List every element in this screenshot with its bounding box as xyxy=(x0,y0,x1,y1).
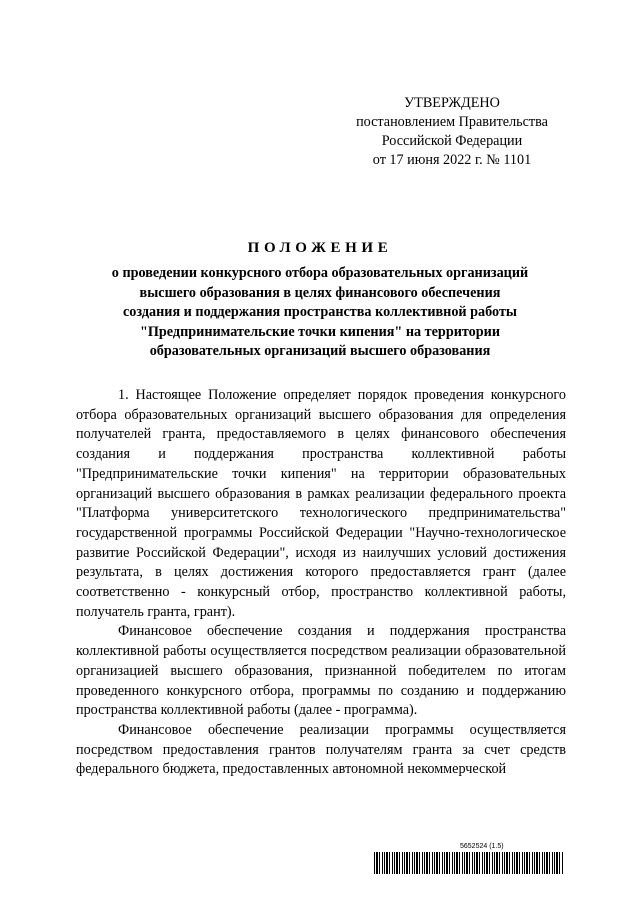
approval-block xyxy=(330,94,574,170)
subtitle-line-5: образовательных организаций высшего образования xyxy=(149,343,491,359)
subtitle-line-1: о проведении конкурсного отбора образовательных организаций xyxy=(111,265,529,281)
paragraph-2: Финансовое обеспечение создания и поддержания пространства коллективной работы осуществляется посредством реализации образовательной организацией высшего образования, признанной победителем по итогам проведенного конкурсного отбора, программы по созданию и поддержанию пространства коллективной работы (далее - программа). xyxy=(76,623,566,719)
document-title: ПОЛОЖЕНИЕ xyxy=(247,240,393,256)
approval-line-2: Российской Федерации xyxy=(381,133,523,149)
paragraph-1: 1. Настоящее Положение определяет порядок проведения конкурсного отбора образовательных организаций высшего образования для определения получателей гранта, предоставляемого в целях финансового обеспечения создания и поддержания пространства коллективной работы "Предпринимательские точки кипения" на территории образовательных организаций высшего образования в рамках реализации федерального проекта "Платформа университетского технологического предпринимательства" государственной программы Российской Федерации "Научно-технологическое развитие Российской Федерации", исходя из наилучших условий достижения результата, в целях достижения которого предоставляется грант (далее соответственно - конкурсный отбор, пространство коллективной работы, получатель гранта, грант). xyxy=(76,387,566,620)
paragraph-3: Финансовое обеспечение реализации программы осуществляется посредством предоставления грантов получателям гранта за счет средств федерального бюджета, предоставленных автономной некоммерческой xyxy=(76,721,566,778)
subtitle-line-2: высшего образования в целях финансового обеспечения xyxy=(139,284,501,301)
barcode xyxy=(374,852,564,874)
approval-line-3: от 17 июня 2022 г. № 1101 xyxy=(372,152,532,168)
subtitle-line-3: создания и поддержания пространства коллективной работы xyxy=(123,304,517,320)
document-number: 5652524 (1.5) xyxy=(460,843,504,850)
approval-heading: УТВЕРЖДЕНО xyxy=(404,95,500,111)
document-body xyxy=(76,386,566,780)
approval-line-1: постановлением Правительства xyxy=(356,114,548,130)
document-subtitle xyxy=(90,264,550,362)
subtitle-line-4: "Предпринимательские точки кипения" на территории xyxy=(139,323,500,340)
